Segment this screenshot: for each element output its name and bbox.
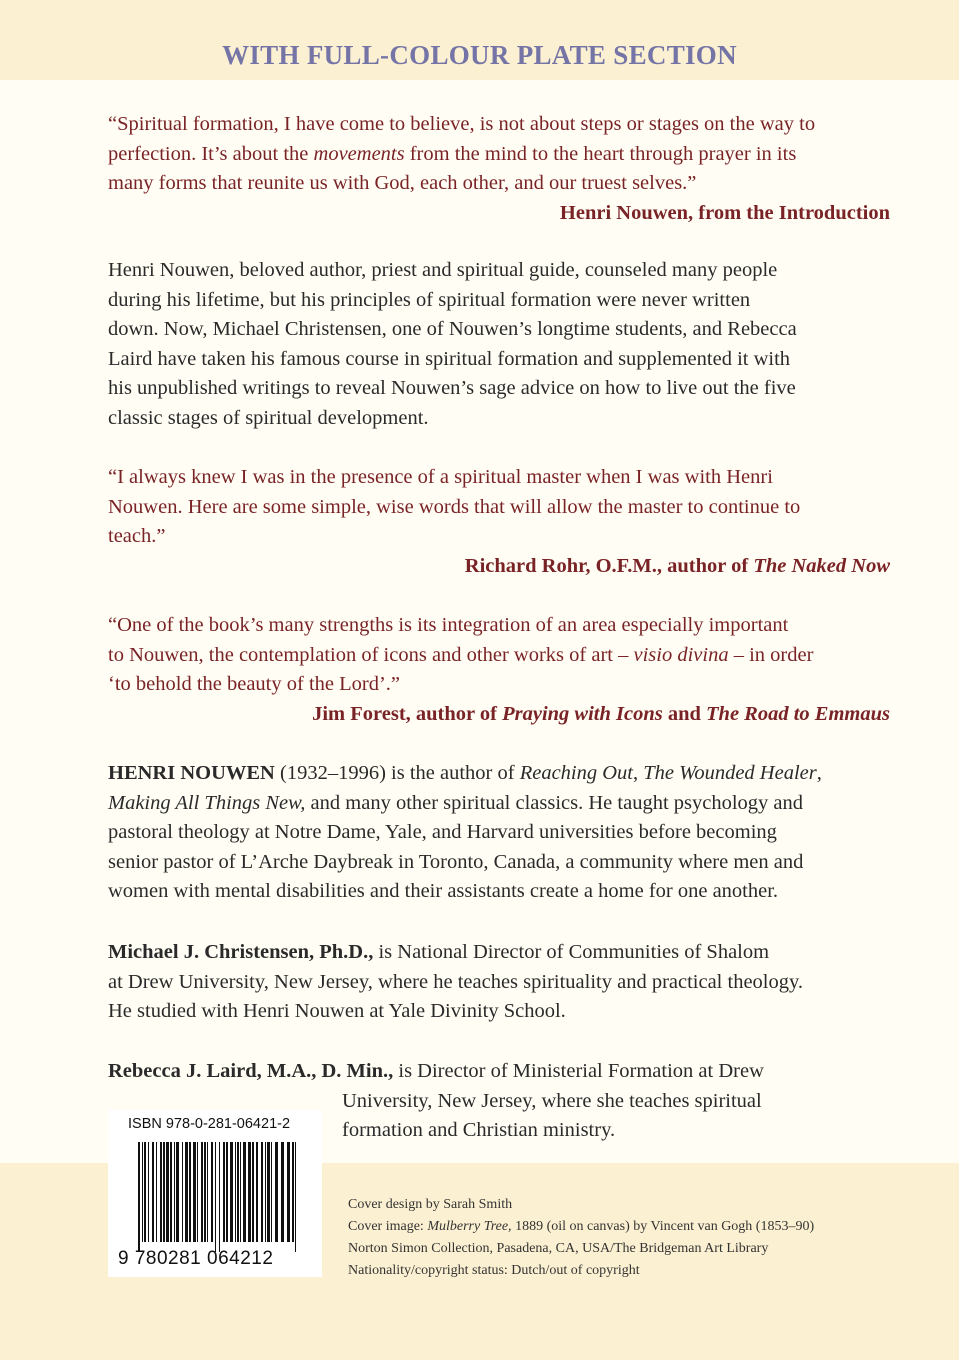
- text-line: [108, 463, 890, 493]
- barcode-bar: [211, 1142, 213, 1242]
- text-line: [108, 938, 890, 968]
- barcode-bar: [185, 1142, 188, 1242]
- barcode-bar: [252, 1142, 254, 1242]
- barcode-bar: [160, 1142, 162, 1242]
- text-run: at Drew University, New Jersey, where he teaches spirituality and practical theology.: [108, 970, 804, 993]
- barcode-bar: [292, 1142, 294, 1242]
- text-run: ,: [633, 762, 644, 784]
- credit-line: [348, 1194, 814, 1216]
- barcode-bar: [201, 1142, 203, 1242]
- barcode-number: 9 780281 064212: [118, 1248, 274, 1269]
- barcode-bar: [267, 1142, 270, 1242]
- barcode-bar: [295, 1142, 296, 1252]
- text-run: Henri Nouwen, beloved author, priest and spiritual guide, counseled many people: [108, 259, 778, 281]
- cover-credits: [348, 1194, 814, 1282]
- text-line: [108, 848, 890, 878]
- text-run: Norton Simon Collection, Pasadena, CA, USA/The Bridgeman Art Library: [348, 1241, 769, 1256]
- text-run: and: [662, 702, 707, 725]
- text-run: is Director of Ministerial Formation at Drew: [393, 1060, 764, 1082]
- barcode-bar: [152, 1142, 154, 1242]
- text-run: – in order: [728, 643, 814, 666]
- text-run: formation and Christian ministry.: [342, 1119, 616, 1142]
- text-run: movements: [313, 142, 405, 165]
- text-run: Nationality/copyright status: Dutch/out of copyright: [348, 1263, 640, 1278]
- barcode-bar: [207, 1142, 208, 1242]
- barcode-bar: [189, 1142, 191, 1242]
- text-run: He studied with Henri Nouwen at Yale Divinity School.: [108, 1000, 566, 1023]
- text-run: classic stages of spiritual development.: [108, 406, 429, 429]
- text-run: visio divina: [633, 643, 729, 666]
- text-run: ‘to behold the beauty of the Lord’.”: [108, 673, 401, 696]
- barcode-bar: [275, 1142, 278, 1242]
- text-line: [108, 140, 890, 170]
- barcode-bar: [170, 1142, 172, 1242]
- credit-line: [348, 1260, 814, 1282]
- barcode-bar: [204, 1142, 206, 1242]
- barcode-bar: [163, 1142, 165, 1242]
- text-line: [108, 670, 890, 700]
- barcode-bar: [215, 1142, 216, 1252]
- text-run: during his lifetime, but his principles of spiritual formation were never written: [108, 288, 751, 311]
- text-run: from the mind to the heart through prayer in its: [404, 142, 797, 165]
- barcode-bar: [223, 1142, 225, 1242]
- plate-section-banner: WITH FULL-COLOUR PLATE SECTION: [222, 40, 737, 70]
- barcode-bar: [197, 1142, 198, 1242]
- text-run: Reaching Out: [519, 762, 633, 784]
- barcode-bar: [138, 1142, 140, 1252]
- text-line: [108, 997, 890, 1027]
- barcode-bar: [226, 1142, 228, 1242]
- quote-forest: [108, 611, 890, 729]
- text-run: pastoral theology at Notre Dame, Yale, and Harvard universities before becoming: [108, 821, 777, 844]
- text-run: is National Director of Communities of Shalom: [373, 941, 770, 963]
- quote-attribution: [108, 199, 890, 229]
- text-run: HENRI NOUWEN: [108, 762, 275, 784]
- text-line: [108, 611, 890, 641]
- text-line: [108, 315, 890, 345]
- text-run: The Naked Now: [753, 554, 890, 577]
- description: [108, 256, 890, 434]
- barcode-bar: [248, 1142, 251, 1242]
- text-line: [108, 169, 890, 199]
- text-line: [108, 818, 890, 848]
- text-line: [108, 877, 890, 907]
- barcode-bar: [156, 1142, 157, 1242]
- barcode-bar: [193, 1142, 196, 1242]
- text-line: [108, 522, 890, 552]
- barcode-bar: [237, 1142, 239, 1242]
- text-run: and many other spiritual classics. He taught psychology and: [305, 791, 804, 814]
- barcode-bar: [281, 1142, 284, 1242]
- barcode-bar: [144, 1142, 146, 1242]
- text-line: [108, 1057, 890, 1087]
- quote-nouwen: [108, 110, 890, 228]
- text-run: women with mental disabilities and their assistants create a home for one another.: [108, 880, 779, 903]
- barcode-bar: [182, 1142, 183, 1242]
- text-run: Michael J. Christensen, Ph.D.,: [108, 941, 374, 963]
- text-line: [108, 374, 890, 404]
- barcode-bar: [261, 1142, 263, 1242]
- isbn-label: ISBN 978-0-281-06421-2: [128, 1116, 291, 1132]
- text-run: senior pastor of L’Arche Daybreak in Toronto, Canada, a community where men and: [108, 850, 804, 873]
- text-run: (1932–1996) is the author of: [274, 762, 520, 784]
- text-run: “Spiritual formation, I have come to believe, is not about steps or stages on the way to: [108, 113, 816, 135]
- barcode-bar: [287, 1142, 290, 1242]
- text-run: The Wounded Healer: [643, 762, 817, 784]
- text-line: [108, 789, 890, 819]
- text-run: Cover image:: [348, 1219, 428, 1234]
- text-run: Henri Nouwen, from the Introduction: [559, 201, 890, 224]
- text-line: [108, 286, 890, 316]
- text-run: Rebecca J. Laird, M.A., D. Min.,: [108, 1060, 394, 1082]
- text-run: The Road to Emmaus: [706, 702, 890, 725]
- text-run: “I always knew I was in the presence of a spiritual master when I was with Henri: [108, 466, 773, 488]
- barcode-bar: [271, 1142, 272, 1242]
- barcode-bar: [176, 1142, 179, 1242]
- bio-christensen: [108, 938, 890, 1027]
- text-run: Cover design by Sarah Smith: [348, 1197, 513, 1212]
- text-line: [108, 493, 890, 523]
- text-run: his unpublished writings to reveal Nouwen’s sage advice on how to live out the five: [108, 377, 796, 400]
- text-line: [108, 641, 890, 671]
- text-run: many forms that reunite us with God, each other, and our truest selves.”: [108, 172, 697, 195]
- text-run: Jim Forest, author of: [312, 702, 503, 725]
- text-line: [108, 968, 890, 998]
- bio-nouwen: [108, 759, 890, 907]
- text-line: [108, 759, 890, 789]
- barcode-bar: [174, 1142, 175, 1242]
- text-line: [108, 404, 890, 434]
- text-run: Mulberry Tree,: [427, 1219, 512, 1234]
- barcode-bar: [265, 1142, 266, 1242]
- text-run: University, New Jersey, where she teaches spiritual: [342, 1089, 762, 1112]
- barcode-panel: [108, 1110, 322, 1277]
- barcode-bar: [142, 1142, 143, 1242]
- barcode-bar: [256, 1142, 258, 1242]
- text-run: Making All Things New,: [108, 791, 306, 814]
- barcode-bar: [235, 1142, 236, 1242]
- text-run: perfection. It’s about the: [108, 142, 314, 165]
- barcode-bar: [240, 1142, 241, 1242]
- text-line: [108, 256, 890, 286]
- quote-attribution: [108, 552, 890, 582]
- barcode-bar: [148, 1142, 149, 1242]
- text-run: Praying with Icons: [502, 702, 663, 725]
- barcode-icon: [138, 1142, 298, 1252]
- text-run: ,: [816, 762, 822, 784]
- barcode-bar: [166, 1142, 169, 1242]
- text-run: “One of the book’s many strengths is its integration of an area especially important: [108, 614, 789, 636]
- credit-line: [348, 1216, 814, 1238]
- text-run: Richard Rohr, O.F.M., author of: [464, 554, 754, 577]
- text-run: to Nouwen, the contemplation of icons and other works of art –: [108, 643, 634, 666]
- quote-attribution: [108, 700, 890, 730]
- quote-rohr: [108, 463, 890, 581]
- text-run: Nouwen. Here are some simple, wise words that will allow the master to continue to: [108, 495, 801, 518]
- barcode-bar: [230, 1142, 233, 1242]
- credit-line: [348, 1238, 814, 1260]
- text-line: [108, 110, 890, 140]
- barcode-bar: [243, 1142, 246, 1242]
- text-run: 1889 (oil on canvas) by Vincent van Gogh (1853–90): [511, 1219, 815, 1234]
- text-run: teach.”: [108, 525, 166, 548]
- barcode-bar: [219, 1142, 220, 1252]
- text-run: Laird have taken his famous course in spiritual formation and supplemented it with: [108, 347, 791, 370]
- text-line: [108, 345, 890, 375]
- text-run: down. Now, Michael Christensen, one of Nouwen’s longtime students, and Rebecca: [108, 318, 797, 341]
